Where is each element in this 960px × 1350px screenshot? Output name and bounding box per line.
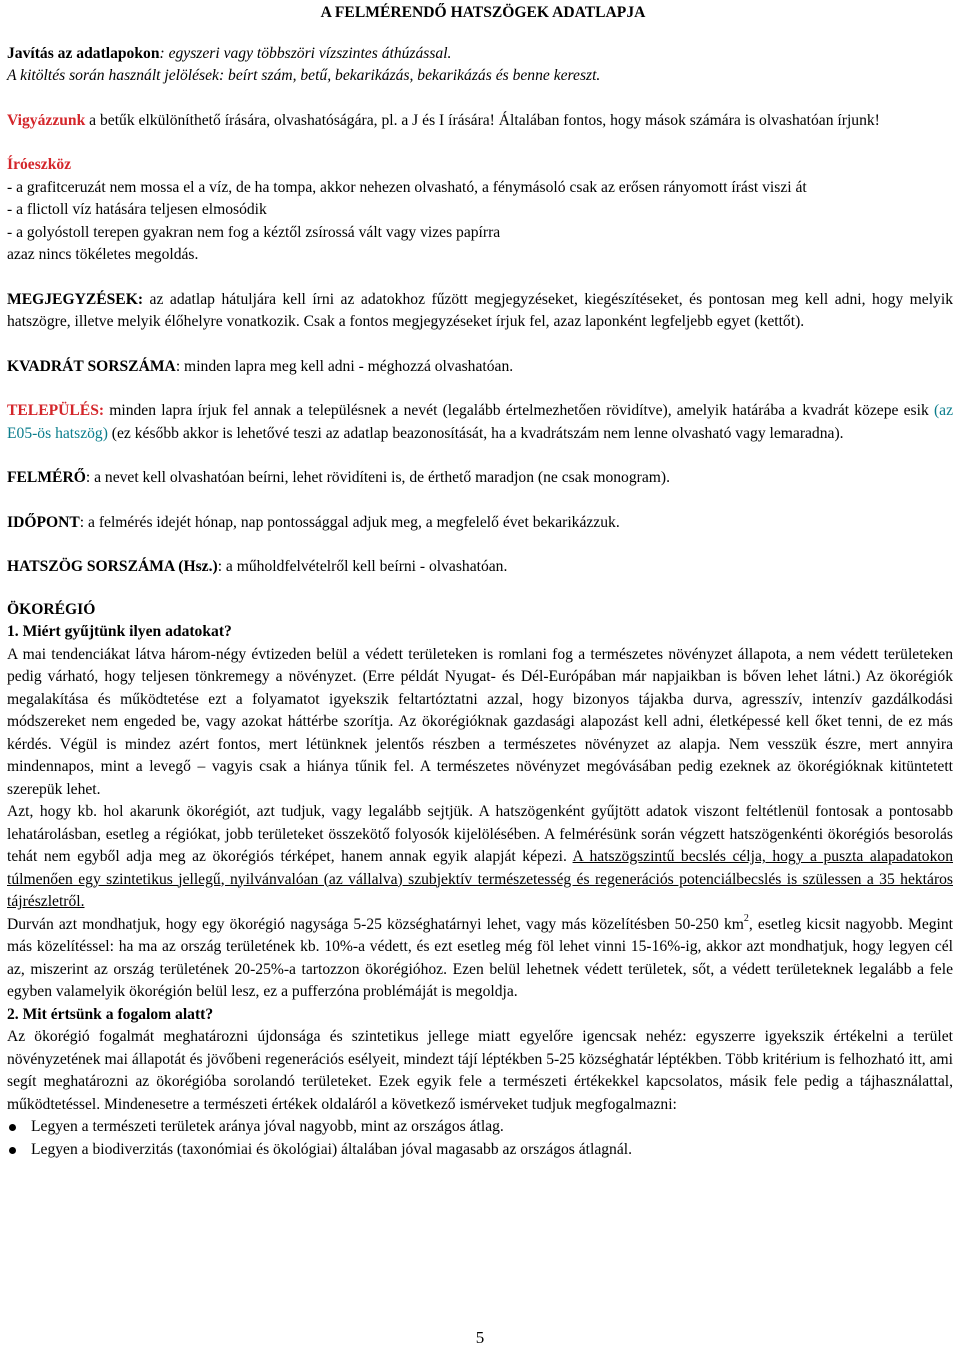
- list-item: [7, 1139, 953, 1162]
- notes-label: MEGJEGYZÉSEK:: [7, 290, 144, 308]
- criteria-list: [7, 1116, 953, 1161]
- correction-label: Javítás az adatlapokon: [7, 44, 160, 62]
- list-item: [7, 1116, 953, 1139]
- hexagon-number-text: : a műholdfelvételről kell beírni - olvashatóan.: [217, 558, 508, 575]
- notes-paragraph: [7, 289, 953, 334]
- superscript-2: 2: [743, 913, 749, 925]
- quadrat-number-paragraph: [7, 356, 953, 379]
- ecoregion-paragraph-3: [7, 914, 953, 1004]
- date-text: : a felmérés idejét hónap, nap pontossággal adjuk meg, a megfelelő évet bekarikázzuk.: [79, 513, 620, 531]
- writing-tool-heading: Íróeszköz: [7, 156, 72, 173]
- writing-tool-line: - a flictoll víz hatására teljesen elmosódik: [7, 201, 267, 218]
- ecoregion-paragraph-3-text-a: Durván azt mondhatjuk, hogy egy ökorégió nagysága 5-25 községhatárnyi lehet, vagy más közelítésben 50-250 km: [7, 915, 744, 933]
- settlement-text-2: (ez később akkor is lehetővé teszi az adatlap beazonosítását, ha a kvadrátszám nem lenne olvasható vagy lemaradna).: [107, 424, 844, 442]
- ecoregion-paragraph-2: [7, 801, 953, 914]
- correction-text: : egyszeri vagy többszöri vízszintes áthúzással.: [159, 44, 452, 62]
- date-paragraph: [7, 512, 953, 535]
- page-number: 5: [475, 1328, 485, 1347]
- ecoregion-heading: ÖKORÉGIÓ: [7, 600, 96, 618]
- document-page: [7, 2, 953, 1161]
- quadrat-label: KVADRÁT SORSZÁMA: [7, 357, 176, 375]
- settlement-hexagon-ref: (az E05-ös hatszög): [7, 402, 953, 442]
- date-label: IDŐPONT: [7, 513, 80, 531]
- writing-tool-line: - a golyóstoll terepen gyakran nem fog a kéztől zsírossá vált vagy vizes papírra: [7, 223, 501, 241]
- surveyor-paragraph: [7, 467, 953, 490]
- hexagon-number-paragraph: [7, 556, 953, 579]
- bullet-icon: [9, 1124, 16, 1131]
- settlement-text-1: minden lapra írjuk fel annak a településnek a nevét (legalább értelmezhetően rövidítve), amelyik határába a kvadrát közepe esik: [104, 402, 934, 419]
- settlement-paragraph: [7, 400, 953, 445]
- bullet-icon: [9, 1147, 16, 1154]
- surveyor-label: FELMÉRŐ: [7, 469, 86, 486]
- legibility-note: [7, 110, 953, 133]
- ecoregion-paragraph-4: Az ökorégió fogalmát meghatározni újdonsága és szintetikus jellege miatt egyelőre igencsak nehéz: egyszerre igyekszik értékelni a terület növényzetének mai állapotát és jövőbeni regenerációs esélyeit, mindezt tájí léptékben 5-25 községhatár léptékben. Több kritérium is felhozható itt, ami segít meghatározni az ökorégióba sorolandó területeket. Ezek egyik fele a természeti értékekkel kapcsolatos, másik fele pedig a tájhasználattal, működtetéssel. Mindenesetre a természeti értékek oldaláról a következő ismérveket tudjuk megfogalmazni:: [7, 1028, 953, 1113]
- surveyor-text: : a nevet kell olvashatóan beírni, lehet rövidíteni is, de érthető maradjon (ne csak monogram).: [85, 469, 670, 486]
- hexagon-number-label: HATSZÖG SORSZÁMA (Hsz.): [7, 558, 218, 575]
- ecoregion-paragraph-2-underlined: A hatszögszintű becslés célja, hogy a puszta alapadatokon túlmenően egy szintetikus jellegű, nyilvánvalóan (az vállalva) szubjektív természetesség és regenerációs potenciálbecslés is szülessen a 35 hektáros tájrészletről.: [7, 848, 953, 910]
- ecoregion-question-2: 2. Mit értsünk a fogalom alatt?: [7, 1005, 214, 1023]
- quadrat-text: : minden lapra meg kell adni - méghozzá olvashatóan.: [175, 357, 514, 375]
- notes-text: az adatlap hátuljára kell írni az adatokhoz fűzött megjegyzéseket, kiegészítéseket, és pontosan meg kell adni, hogy melyik hatszögre, illetve melyik élőhelyre vonatkozik. Csak a fontos megjegyzéseket írjuk fel, azaz laponként legfeljebb egyet (kettőt).: [7, 290, 953, 330]
- ecoregion-paragraph-3-text-b: , esetleg kicsit nagyobb. Megint más közelítéssel: ha ma az ország területének kb. 10%-a védett, és ezt esetleg még föl lehet vinni 15-16%-ig, akkor azt mondhatjuk, hogy legyen cél az, miszerint az ország területének 20-25%-a tartozzon ökorégióhoz. Ezen belül lehetnek védett területek, sőt, a védett területeknek legalább a fele egyben valamelyik ökorégión belül lesz, ez a pufferzóna problémáját is megoldja.: [7, 915, 954, 1000]
- correction-instruction: [7, 43, 953, 66]
- page-title: A FELMÉRENDŐ HATSZÖGEK ADATLAPJA: [320, 4, 646, 21]
- legibility-label: Vigyázzunk: [7, 111, 86, 129]
- ecoregion-paragraph-2-text: Azt, hogy kb. hol akarunk ökorégiót, azt tudjuk, vagy legalább sejtjük. A hatszögenként gyűjtött adatok viszont feltétlenül fontosak a pontosabb lehatárolásban, esetleg a régiókat, jobb területeket összekötő folyosók kijelölésében. A felmérésünk során végzett hatszögenkénti ökorégiós besorolás tehát nem egyből adja meg az ökorégiós térképet, hanem annak egyik alapját képezi.: [7, 803, 953, 865]
- writing-tool-line: azaz nincs tökéletes megoldás.: [7, 246, 199, 263]
- settlement-label: TELEPÜLÉS:: [7, 402, 105, 419]
- list-item-text: Legyen a természeti területek aránya jóval nagyobb, mint az országos átlag.: [31, 1118, 504, 1135]
- ecoregion-question-1: 1. Miért gyűjtünk ilyen adatokat?: [7, 623, 232, 640]
- legibility-text: a betűk elkülöníthető írására, olvashatóságára, pl. a J és I írására! Általában fontos, hogy mások számára is olvashatóan írjunk!: [85, 111, 880, 129]
- ecoregion-paragraph-1: A mai tendenciákat látva három-négy évtizeden belül a védett területeken is romlani fog a természetes növényzet állapota, a nem védett területeken pedig várható, hogy teljesen tönkremegy a növényzet. (Erre példát Nyugat- és Dél-Európában már napjaikban is bőven lehet látni.) Az ökorégiók megalakítása és működtetése ezt a folyamatot igyekszik feltartóztatni azzal, hogy bizonyos tájakba durva, agresszív, intenzív gazdálkodási módszereket nem engeded be, vagy azokat háttérbe szorítja. Az ökorégióknak gazdasági alapozást kell adni, életképessé kell őket tenni, de ez más kérdés. Végül is mindez azért fontos, mert létünknek jelentős részben a természetes növényzet az alapja. Nem vesszük észre, mert annyira mindennapos, mint a levegő – vagyis csak a hiánya tűnik fel. A természetes növényzet megóvásában pedig ezeknek az ökorégióknak kitüntetett szerepük lehet.: [7, 645, 953, 798]
- writing-tool-line: - a grafitceruzát nem mossa el a víz, de ha tompa, akkor nehezen olvasható, a fénymásoló csak az erősen rányomott írást viszi át: [7, 178, 807, 196]
- marking-instruction: A kitöltés során használt jelölések: beírt szám, betű, bekarikázás, bekarikázás és benne kereszt.: [7, 67, 601, 84]
- list-item-text: Legyen a biodiverzitás (taxonómiai és ökológiai) általában jóval magasabb az országos átlagnál.: [31, 1140, 633, 1158]
